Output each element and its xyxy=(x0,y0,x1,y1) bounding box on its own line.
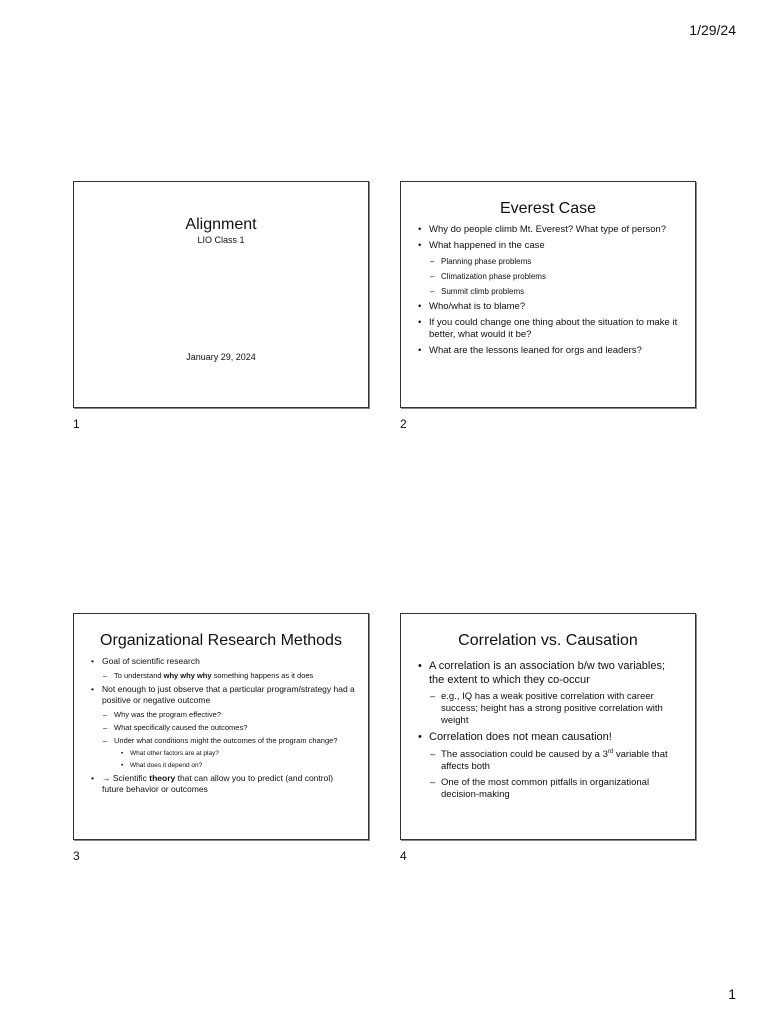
slide-4 xyxy=(400,613,696,840)
list-item: • If you could change one thing about the situation to make it better, what would it be? xyxy=(418,317,678,340)
slide-3 xyxy=(73,613,369,840)
sub-sub-list-item: • What other factors are at play? xyxy=(121,749,219,757)
list-item: • What are the lessons leaned for orgs and leaders? xyxy=(418,345,642,356)
list-item: • → Scientific theory that can allow you to predict (and control) future behavior or outcomes xyxy=(91,772,334,794)
sub-list-item: – Under what conditions might the outcomes of the program change? xyxy=(103,735,338,745)
sub-list-item: – Climatization phase problems xyxy=(430,272,546,281)
list-item: • Not enough to just observe that a particular program/strategy had a positive or negative outcome xyxy=(91,683,355,705)
slide-number: 2 xyxy=(400,417,407,431)
bullet-list xyxy=(401,224,695,357)
sub-sub-list-item: • What does it depend on? xyxy=(121,761,203,769)
list-item: • Why do people climb Mt. Everest? What type of person? xyxy=(418,224,667,235)
sub-list-item: – To understand why why why something happens as it does xyxy=(103,670,314,680)
handout-date: 1/29/24 xyxy=(689,22,736,38)
bullet-list xyxy=(74,656,368,796)
list-item: • Goal of scientific research xyxy=(91,656,200,666)
slide-1 xyxy=(73,181,369,408)
sub-list-item: – Planning phase problems xyxy=(430,257,532,266)
sub-list-item: – What specifically caused the outcomes? xyxy=(103,722,248,732)
slide-title: Alignment xyxy=(185,216,257,233)
list-item: • What happened in the case xyxy=(418,240,545,251)
sub-list-item: – Why was the program effective? xyxy=(103,709,221,719)
slide-number: 4 xyxy=(400,849,407,863)
slide-title: Everest Case xyxy=(499,200,597,217)
list-item: • Correlation does not mean causation! xyxy=(418,731,612,743)
slide-number: 1 xyxy=(73,417,80,431)
slide-title: Correlation vs. Causation xyxy=(458,632,638,649)
list-item: • A correlation is an association b/w two variables; the extent to which they co-occur xyxy=(418,660,666,686)
bullet-list xyxy=(401,660,695,801)
slide-title: Organizational Research Methods xyxy=(100,632,342,649)
sub-list-item: – The association could be caused by a 3rd variable that affects both xyxy=(430,748,668,772)
slide-number: 3 xyxy=(73,849,80,863)
sub-list-item: – One of the most common pitfalls in organizational decision-making xyxy=(430,776,650,800)
sub-list-item: – Summit climb problems xyxy=(430,287,525,296)
sub-list-item: – e.g., IQ has a weak positive correlation with career success; height has a strong positive correlation with weight xyxy=(430,691,663,726)
slide-subtitle: LIO Class 1 xyxy=(197,235,245,245)
list-item: • Who/what is to blame? xyxy=(418,301,526,312)
slide-2 xyxy=(400,181,696,408)
page-number: 1 xyxy=(728,986,736,1002)
slide-date: January 29, 2024 xyxy=(186,352,256,362)
